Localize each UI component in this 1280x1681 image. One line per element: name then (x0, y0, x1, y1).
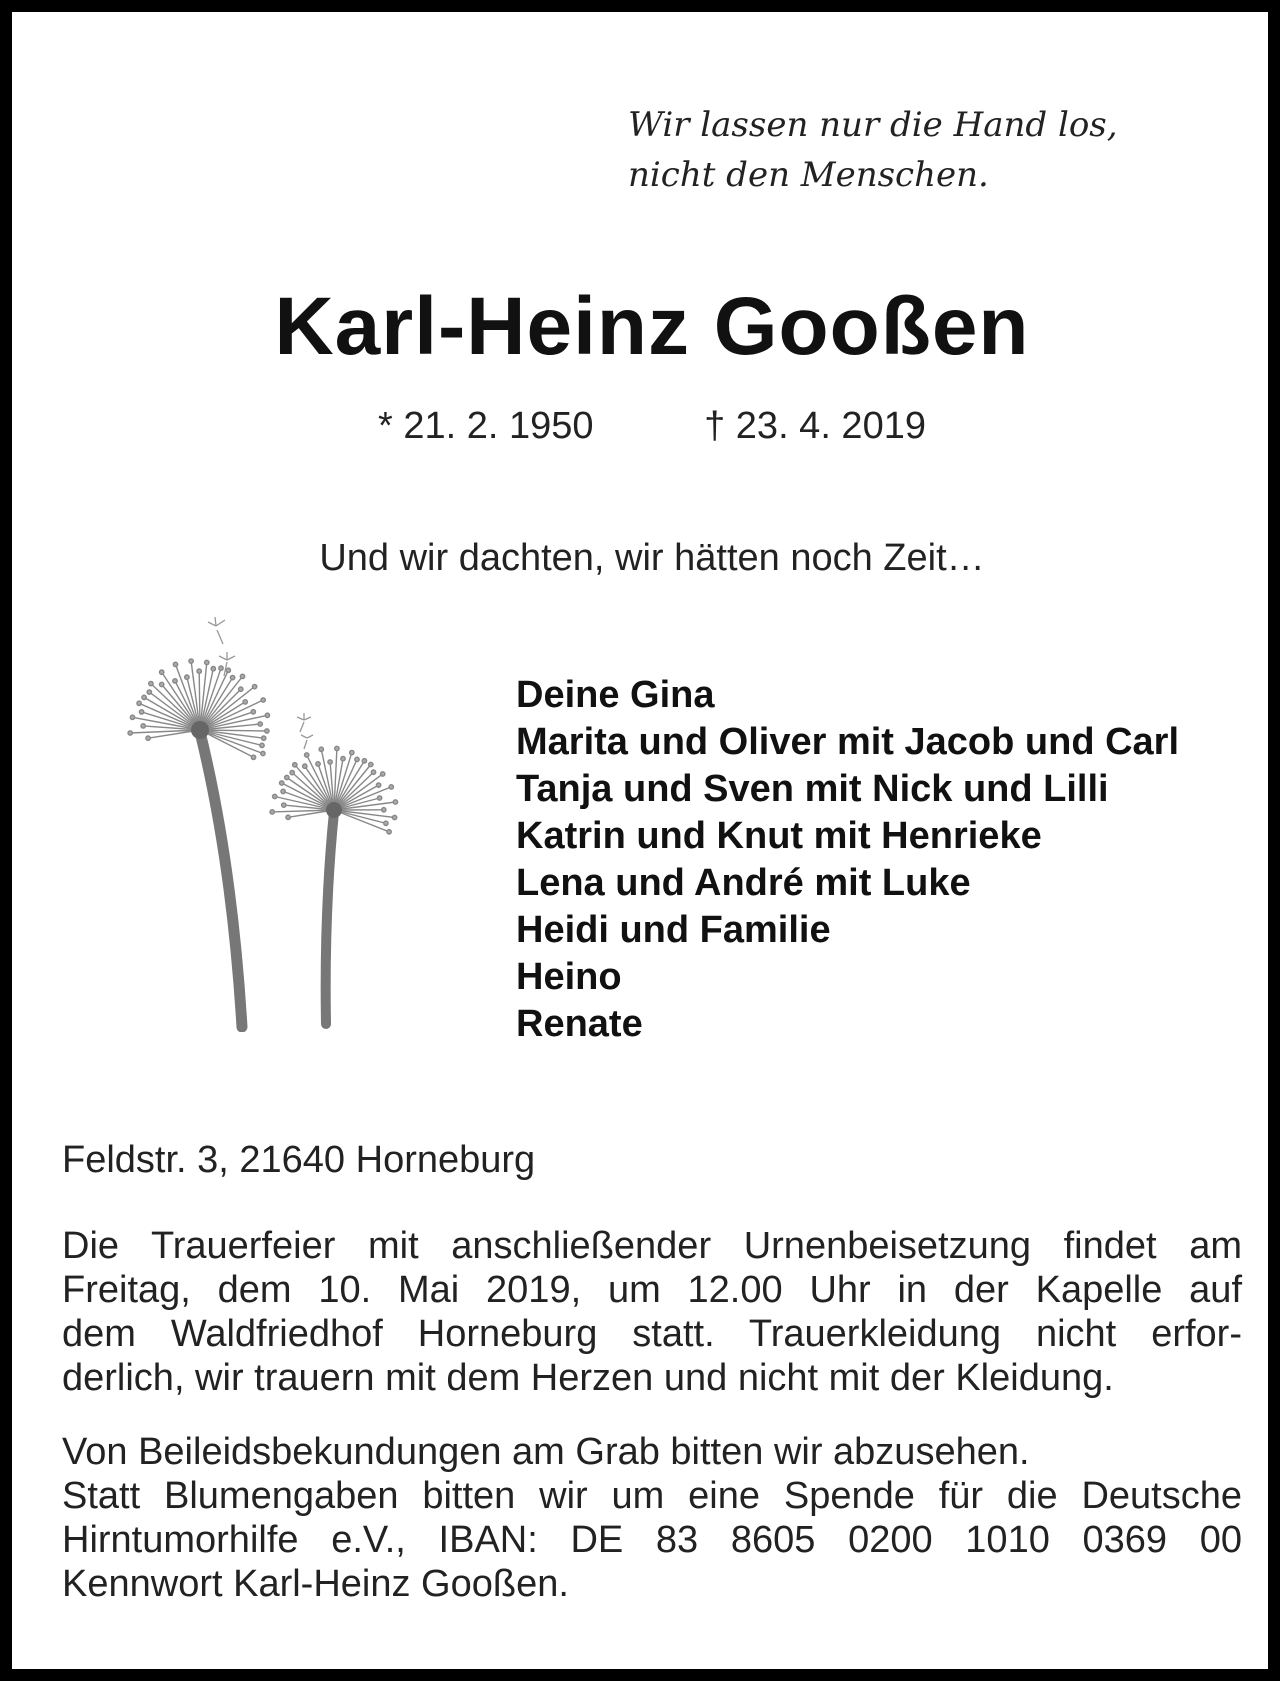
deceased-name: Karl-Heinz Gooßen (274, 281, 1030, 372)
family-member: Lena und André mit Luke (516, 862, 971, 904)
family-member: Deine Gina (516, 674, 715, 716)
funeral-line: Freitag, dem 10. Mai 2019, um 12.00 Uhr in der Kapelle auf (62, 1269, 1242, 1311)
funeral-line: derlich, wir trauern mit dem Herzen und nicht mit der Kleidung. (62, 1357, 1114, 1399)
family-member: Katrin und Knut mit Henrieke (516, 815, 1042, 857)
donation-line: Kennwort Karl-Heinz Gooßen. (62, 1563, 569, 1605)
donation-line: Hirntumorhilfe e.V., IBAN: DE 83 8605 0200 1010 0369 00 (62, 1519, 1242, 1561)
motto-line-2: nicht den Menschen. (628, 155, 989, 195)
birth-date: * 21. 2. 1950 (378, 405, 594, 447)
donation-notice (62, 1430, 1242, 1606)
dandelion-illustration (112, 612, 432, 1032)
family-list (516, 672, 1179, 1048)
motto-quote (570, 100, 1210, 200)
dandelion-head-right (326, 802, 342, 818)
family-member: Heino (516, 956, 622, 998)
funeral-notice (62, 1224, 1242, 1400)
funeral-line: dem Waldfriedhof Horneburg statt. Trauerkleidung nicht erfor- (62, 1313, 1242, 1355)
donation-line: Von Beileidsbekundungen am Grab bitten wir abzusehen. (62, 1431, 1030, 1473)
donation-line: Statt Blumengaben bitten wir um eine Spende für die Deutsche (62, 1475, 1242, 1517)
family-member: Heidi und Familie (516, 909, 831, 951)
memorial-quote: Und wir dachten, wir hätten noch Zeit… (319, 537, 985, 579)
family-member: Tanja und Sven mit Nick und Lilli (516, 768, 1109, 810)
death-date: † 23. 4. 2019 (704, 405, 926, 447)
mourning-address: Feldstr. 3, 21640 Horneburg (62, 1139, 536, 1181)
motto-line-1: Wir lassen nur die Hand los, (628, 105, 1118, 145)
funeral-line: Die Trauerfeier mit anschließender Urnenbeisetzung findet am (62, 1225, 1242, 1267)
dandelion-head-left (191, 721, 209, 739)
family-member: Renate (516, 1003, 643, 1045)
family-member: Marita und Oliver mit Jacob und Carl (516, 721, 1180, 763)
life-dates (12, 405, 1280, 448)
